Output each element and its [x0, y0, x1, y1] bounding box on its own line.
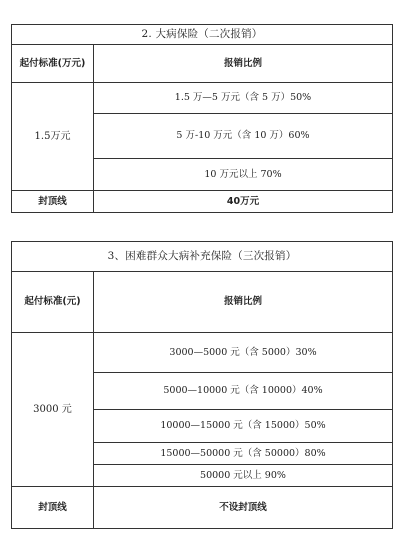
reimbursement-tier: 3000—5000 元（含 5000）30%: [94, 333, 393, 373]
threshold-column-header: 起付标准(万元): [12, 45, 94, 83]
table-title: 3、困难群众大病补充保险（三次报销）: [12, 242, 393, 272]
cap-label: 封顶线: [12, 487, 94, 529]
reimbursement-tier: 15000—50000 元（含 50000）80%: [94, 443, 393, 465]
reimbursement-tier: 5000—10000 元（含 10000）40%: [94, 373, 393, 410]
threshold-value: 1.5万元: [12, 83, 94, 191]
reimbursement-tier: 10 万元以上 70%: [94, 159, 393, 191]
supplementary-insurance-table: [11, 241, 393, 529]
reimbursement-tier: 10000—15000 元（含 15000）50%: [94, 410, 393, 443]
cap-label: 封顶线: [12, 191, 94, 213]
ratio-column-header: 报销比例: [94, 45, 393, 83]
cap-value: 不设封顶线: [94, 487, 393, 529]
major-illness-insurance-table: [11, 24, 393, 213]
reimbursement-tier: 5 万-10 万元（含 10 万）60%: [94, 114, 393, 159]
ratio-column-header: 报销比例: [94, 272, 393, 333]
cap-value: 40万元: [94, 191, 393, 213]
threshold-value: 3000 元: [12, 333, 94, 487]
threshold-column-header: 起付标准(元): [12, 272, 94, 333]
reimbursement-tier: 1.5 万—5 万元（含 5 万）50%: [94, 83, 393, 114]
table-title: 2. 大病保险（二次报销）: [12, 25, 393, 45]
reimbursement-tier: 50000 元以上 90%: [94, 465, 393, 487]
